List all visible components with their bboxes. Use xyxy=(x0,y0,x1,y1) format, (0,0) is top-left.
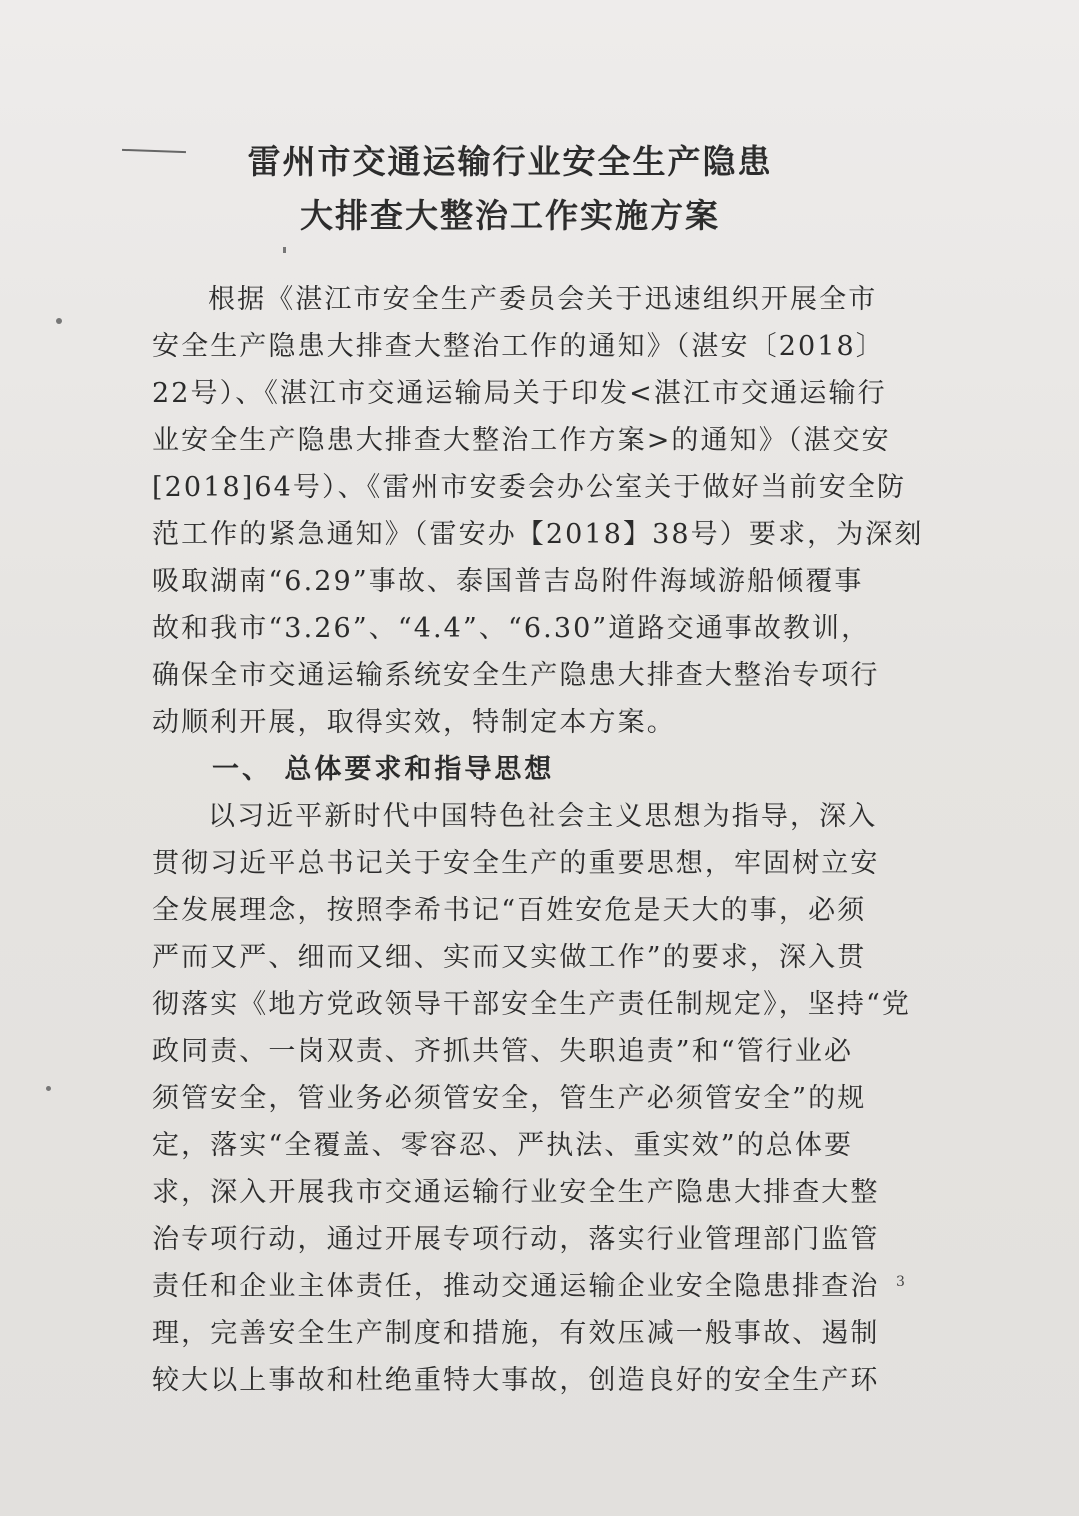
text-line: 较大以上事故和杜绝重特大事故，创造良好的安全生产环 xyxy=(152,1365,880,1396)
text-line: 治专项行动，通过开展专项行动，落实行业管理部门监管 xyxy=(152,1224,880,1255)
text-line: 彻落实《地方党政领导干部安全生产责任制规定》，坚持“党 xyxy=(152,989,912,1020)
punch-hole-mark xyxy=(46,1086,51,1091)
text-line: 理，完善安全生产制度和措施，有效压减一般事故、遏制 xyxy=(152,1318,880,1349)
text-line: 全发展理念，按照李希书记“百姓安危是天大的事，必须 xyxy=(152,895,867,926)
section-heading: 一、 总体要求和指导思想 xyxy=(212,754,555,785)
text-line: 安全生产隐患大排查大整治工作的通知》（湛安〔2018〕 xyxy=(152,331,885,362)
text-line: [2018]64号）、《雷州市安委会办公室关于做好当前安全防 xyxy=(152,472,907,503)
text-line: 动顺利开展，取得实效，特制定本方案。 xyxy=(152,707,676,738)
text-line: 责任和企业主体责任，推动交通运输企业安全隐患排查治 xyxy=(152,1271,880,1302)
text-line: 求，深入开展我市交通运输行业安全生产隐患大排查大整 xyxy=(152,1177,880,1208)
text-line: 政同责、一岗双责、齐抓共管、失职追责”和“管行业必 xyxy=(152,1036,854,1067)
text-line: 22号）、《湛江市交通运输局关于印发<湛江市交通运输行 xyxy=(152,378,887,409)
text-line: 故和我市“3.26”、“4.4”、“6.30”道路交通事故教训， xyxy=(152,613,871,644)
text-line: 严而又严、细而又细、实而又实做工作”的要求，深入贯 xyxy=(152,942,867,973)
text-line: 须管安全，管业务必须管安全，管生产必须管安全”的规 xyxy=(152,1083,867,1114)
text-line: 以习近平新时代中国特色社会主义思想为指导，深入 xyxy=(208,801,878,832)
document-title-line-2: 大排查大整治工作实施方案 xyxy=(300,196,720,235)
text-line: 范工作的紧急通知》（雷安办【2018】38号）要求，为深刻 xyxy=(152,519,924,550)
text-line: 确保全市交通运输系统安全生产隐患大排查大整治专项行 xyxy=(152,660,880,691)
text-line: 吸取湖南“6.29”事故、泰国普吉岛附件海域游船倾覆事 xyxy=(152,566,864,597)
text-line: 根据《湛江市安全生产委员会关于迅速组织开展全市 xyxy=(208,284,878,315)
page-number: 3 xyxy=(896,1274,905,1290)
scan-mark xyxy=(283,247,286,253)
document-title-line-1: 雷州市交通运输行业安全生产隐患 xyxy=(247,142,773,181)
text-line: 定，落实“全覆盖、零容忍、严执法、重实效”的总体要 xyxy=(152,1130,854,1161)
punch-hole-mark xyxy=(56,318,62,324)
text-line: 贯彻习近平总书记关于安全生产的重要思想，牢固树立安 xyxy=(152,848,880,879)
text-line: 业安全生产隐患大排查大整治工作方案>的通知》（湛交安 xyxy=(152,425,891,456)
